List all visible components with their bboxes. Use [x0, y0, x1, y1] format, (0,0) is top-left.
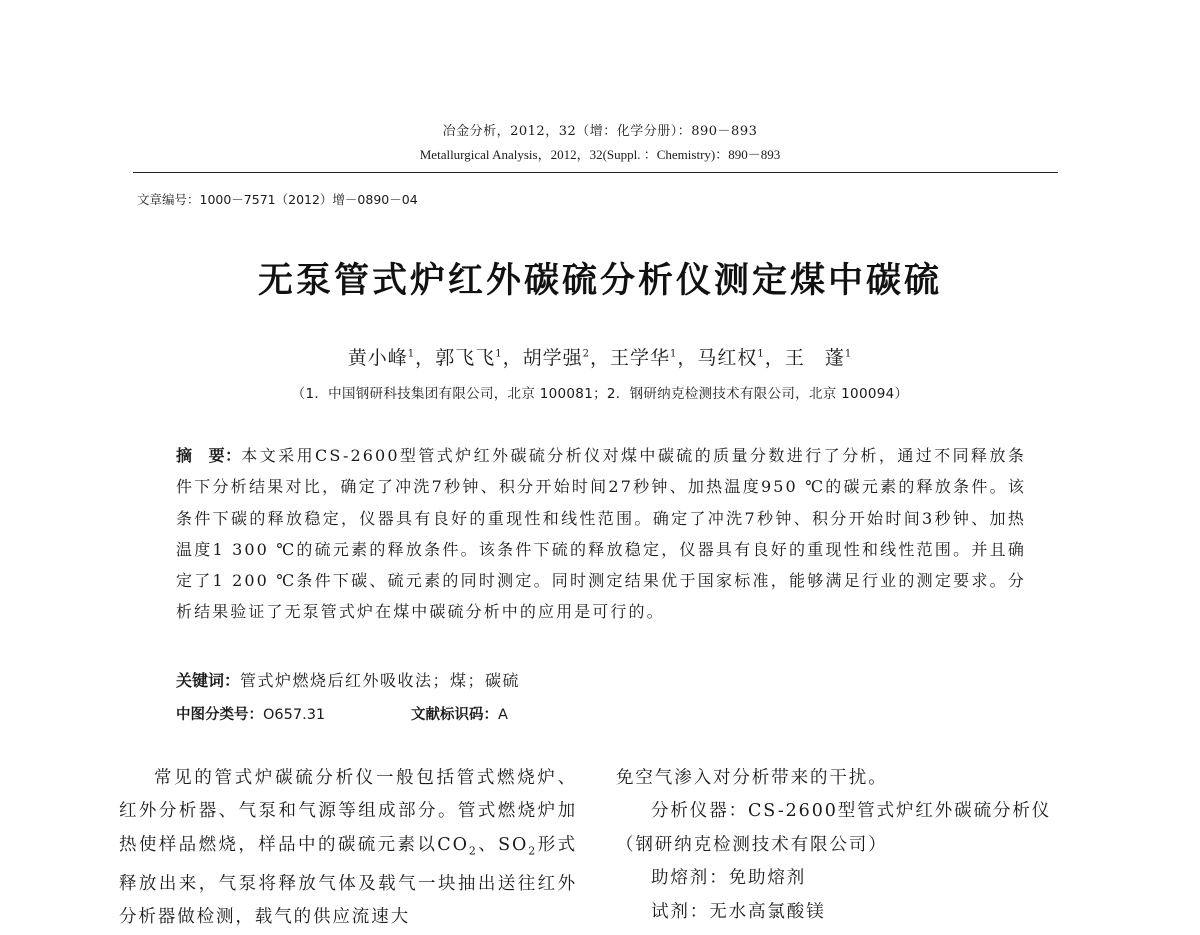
- keywords-text: 管式炉燃烧后红外吸收法；煤；碳硫: [240, 671, 521, 690]
- author-list: 黄小峰$^1$，郭飞飞$^1$，胡学强$^2$，王学华$^1$，马红权$^1$，王 蓬$^1$: [347, 347, 853, 369]
- classification-number: [176, 703, 325, 724]
- journal-citation-en: Metallurgical Analysis，2012，32(Suppl. ：Chemistry)：890－893: [419, 147, 781, 162]
- document-code-value: A: [498, 707, 508, 723]
- classification-label: 中图分类号：: [176, 707, 263, 723]
- abstract-label: 摘 要：: [176, 446, 242, 465]
- keywords-label: 关键词：: [176, 671, 241, 690]
- article-number: 文章编号：1000－7571（2012）增－0890－04: [137, 192, 418, 207]
- author-name: 王学华: [610, 347, 671, 369]
- subscript: 2: [468, 844, 478, 858]
- body-line: 试剂：无水高氯酸镁: [651, 901, 826, 922]
- body-text: 、SO: [477, 834, 529, 855]
- body-line: 分析仪器：CS-2600型管式炉红外碳硫分析仪（钢研纳克检测技术有限公司）: [616, 801, 1052, 855]
- body-line: 免空气渗入对分析带来的干扰。: [616, 768, 888, 788]
- author-name: 胡学强: [522, 347, 583, 369]
- keywords: [176, 668, 520, 691]
- author-affiliation-mark: 1: [844, 348, 853, 360]
- header-rule: [133, 172, 1058, 173]
- paper-title: 无泵管式炉红外碳硫分析仪测定煤中碳硫: [257, 261, 942, 301]
- body-line: 助熔剂：免助熔剂: [651, 868, 807, 889]
- author-name: 马红权: [697, 347, 758, 369]
- author-affiliation-mark: 1: [757, 348, 765, 360]
- author-affiliation-mark: 1: [407, 348, 416, 360]
- affiliations: （1．中国钢研科技集团有限公司，北京 100081；2．钢研纳克检测技术有限公司，北京 100094）: [291, 386, 909, 402]
- author-affiliation-mark: 1: [495, 348, 503, 360]
- document-code: [411, 703, 508, 724]
- author-affiliation-mark: 2: [582, 348, 590, 360]
- classification-value: O657.31: [263, 707, 326, 723]
- author-affiliation-mark: 1: [670, 348, 678, 360]
- abstract: [176, 440, 1026, 628]
- author-name: 王 蓬: [784, 347, 845, 369]
- subscript: 2: [528, 844, 538, 858]
- author-name: 郭飞飞: [435, 347, 496, 369]
- body-paragraph: [119, 762, 577, 935]
- body-text: 形式释放出来，气泵将释放气体及载气一块抽出送往红外分析器做检测，载气的供应流速大: [119, 834, 577, 928]
- body-left-column: [119, 762, 577, 935]
- body-right-column: [616, 762, 1066, 929]
- journal-citation-cn: 冶金分析，2012，32（增：化学分册）：890－893: [442, 124, 758, 139]
- body-text: 常见的管式炉碳硫分析仪一般包括管式燃烧炉、红外分析器、气泵和气源等组成部分。管式燃烧炉加热使样品燃烧，样品中的碳硫元素以CO: [119, 768, 577, 855]
- author-name: 黄小峰: [347, 347, 408, 369]
- document-code-label: 文献标识码：: [411, 707, 498, 723]
- abstract-text: 本文采用CS-2600型管式炉红外碳硫分析仪对煤中碳硫的质量分数进行了分析，通过不同释放条件下分析结果对比，确定了冲洗7秒钟、积分开始时间27秒钟、加热温度950 ℃的碳元素的释放条件。该条件下碳的释放稳定，仪器具有良好的重现性和线性范围。确定了冲洗7秒钟、积分开始时间3秒钟、加热温度1 300 ℃的硫元素的释放条件。该条件下硫的释放稳定，仪器具有良好的重现性和线性范围。并且确定了1 200 ℃条件下碳、硫元素的同时测定。同时测定结果优于国家标准，能够满足行业的测定要求。分析结果验证了无泵管式炉在煤中碳硫分析中的应用是可行的。: [176, 446, 1026, 622]
